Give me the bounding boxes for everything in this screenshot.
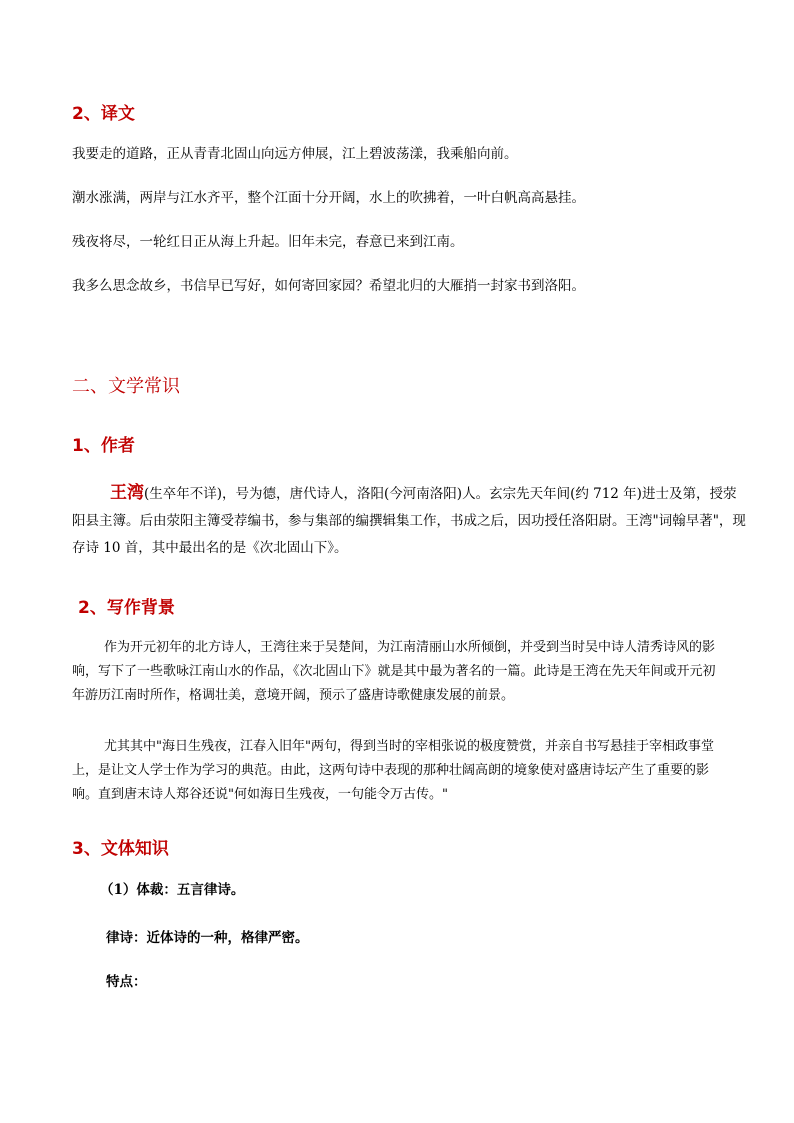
author-name: 王湾 [110, 483, 144, 503]
translation-line-4: 我多么思念故乡，书信早已写好，如何寄回家园？希望北归的大雁捎一封家书到洛阳。 [72, 278, 585, 294]
genre-item-3: 特点： [106, 974, 147, 990]
translation-line-2: 潮水涨满，两岸与江水齐平，整个江面十分开阔，水上的吹拂着，一叶白帆高高悬挂。 [72, 190, 585, 206]
literary-heading: 二、文学常识 [72, 376, 180, 397]
genre-heading: 3、文体知识 [72, 839, 169, 859]
genre-item-1: （1）体裁：五言律诗。 [100, 882, 245, 898]
background-heading: 2、写作背景 [78, 598, 175, 618]
translation-line-3: 残夜将尽，一轮红日正从海上升起。旧年未完，春意已来到江南。 [72, 234, 464, 250]
translation-heading: 2、译文 [72, 104, 135, 124]
genre-item-2: 律诗：近体诗的一种，格律严密。 [106, 930, 309, 946]
background-paragraph-1: 作为开元初年的北方诗人，王湾往来于吴楚间，为江南清丽山水所倾倒，并受到当时吴中诗人清秀诗风的影响，写下了一些歌咏江南山水的作品，《次北固山下》就是其中最为著名的一篇。此诗是王湾在先天年间或开元初年游历江南时所作，格调壮美，意境开阔，预示了盛唐诗歌健康发展的前景。 [72, 640, 716, 703]
author-paragraph [72, 480, 748, 562]
author-text: (生卒年不详)，号为德，唐代诗人，洛阳(今河南洛阳)人。玄宗先天年间(约 712 年)进士及第，授荥阳县主簿。后由荥阳主簿受荐编书，参与集部的编撰辑集工作，书成之后，因功授任洛阳尉。王湾"词翰早著"，现存诗 10 首，其中最出名的是《次北固山下》。 [72, 486, 746, 556]
translation-line-1: 我要走的道路，正从青青北固山向远方伸展，江上碧波荡漾，我乘船向前。 [72, 146, 518, 162]
author-heading: 1、作者 [72, 436, 135, 456]
background-paragraph-2: 尤其其中"海日生残夜，江春入旧年"两句，得到当时的宰相张说的极度赞赏，并亲自书写悬挂于宰相政事堂上，是让文人学士作为学习的典范。由此，这两句诗中表现的那种壮阔高朗的境象使对盛唐诗坛产生了重要的影响。直到唐末诗人郑谷还说"何如海日生残夜，一句能令万古传。" [72, 739, 714, 802]
